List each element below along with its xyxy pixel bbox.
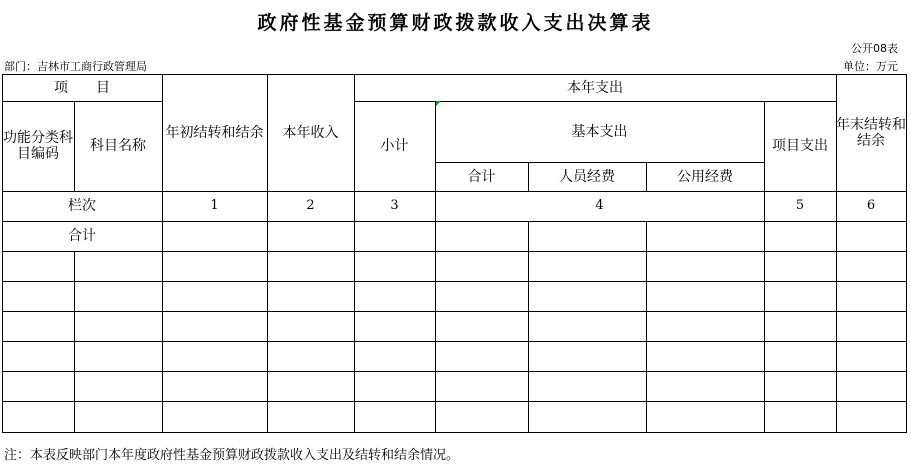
table-border-right (906, 74, 907, 433)
total-row-label: 合计 (68, 228, 96, 244)
header-year-expense: 本年支出 (567, 79, 623, 96)
table-border-bottom (2, 432, 906, 433)
header-subtotal: 小计 (380, 138, 409, 154)
col-line-personnel-body (528, 221, 529, 432)
header-personnel: 人员经费 (559, 168, 615, 185)
row-line-7 (2, 401, 906, 402)
header-year-income: 本年收入 (282, 124, 339, 141)
row-line-5 (2, 341, 906, 342)
report-title: 政府性基金预算财政拨款收入支出决算表 (257, 12, 654, 34)
header-subject-name: 科目名称 (90, 138, 146, 154)
row-line-6 (2, 371, 906, 372)
row-line-4 (2, 311, 906, 312)
row-line-2 (2, 251, 906, 252)
column-number-3: 3 (390, 198, 399, 213)
header-begin-balance: 年初结转和结余 (165, 124, 264, 141)
cell-marker-icon (436, 101, 441, 106)
column-number-2: 2 (306, 198, 315, 213)
header-basic-total: 合计 (467, 168, 496, 185)
header-end-balance: 年末结转和结余 (836, 116, 906, 149)
row-line-3 (2, 281, 906, 282)
form-number: 公开08表 (851, 42, 898, 55)
column-number-label: 栏次 (68, 198, 96, 214)
column-number-1: 1 (210, 198, 219, 213)
department-label: 部门：吉林市工商行政管理局 (4, 60, 147, 73)
column-number-5: 5 (795, 198, 805, 213)
header-public: 公用经费 (677, 168, 733, 185)
footnote: 注：本表反映部门本年度政府性基金预算财政拨款收入支出及结转和结余情况。 (4, 448, 460, 463)
column-number-4: 4 (595, 198, 604, 213)
column-number-6: 6 (866, 198, 876, 213)
header-basic-expense: 基本支出 (571, 123, 628, 140)
header-project-expense: 项目支出 (772, 138, 828, 154)
header-item: 项 目 (54, 79, 110, 96)
col-line-code-body (74, 251, 75, 432)
header-func-code: 功能分类科目编码 (3, 130, 73, 162)
unit-label: 单位：万元 (843, 60, 898, 73)
col-line-public-body (646, 221, 647, 432)
